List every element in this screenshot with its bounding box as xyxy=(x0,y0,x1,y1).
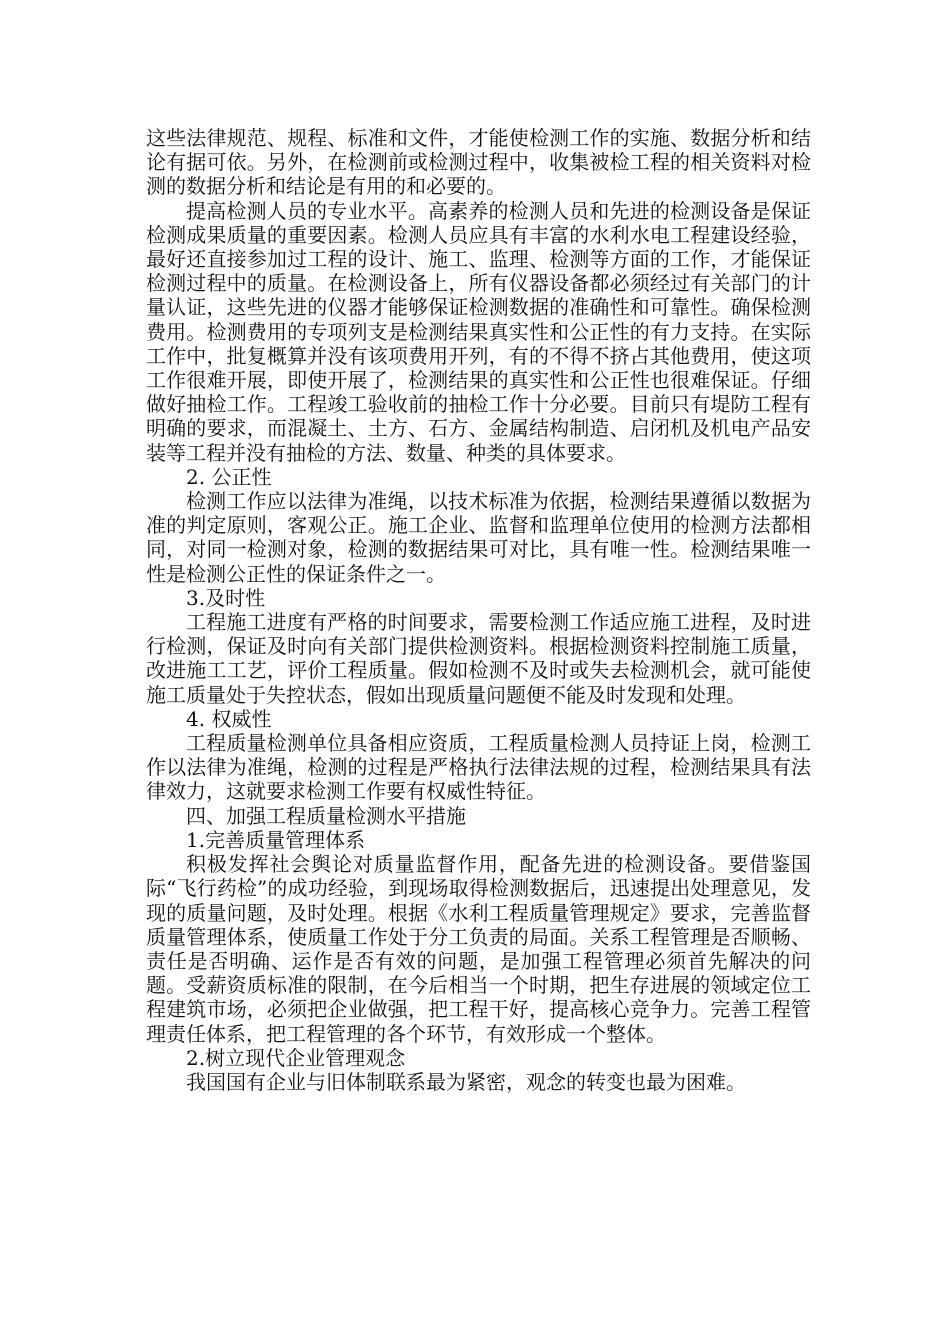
paragraph-timeliness: 工程施工进度有严格的时间要求，需要检测工作适应施工进程，及时进行检测，保证及时向有关部门提供检测资料。根据检测资料控制施工质量，改进施工工艺，评价工程质量。假如检测不及时或失去检测机会，就可能使施工质量处于失控状态，假如出现质量问题便不能及时发现和处理。 xyxy=(146,610,811,707)
paragraph-continuation: 这些法律规范、规程、标准和文件，才能使检测工作的实施、数据分析和结论有据可依。另外，在检测前或检测过程中，收集被检工程的相关资料对检测的数据分析和结论是有用的和必要的。 xyxy=(146,126,811,199)
paragraph-fairness: 检测工作应以法律为准绳，以技术标准为依据，检测结果遵循以数据为准的判定原则，客观公正。施工企业、监督和监理单位使用的检测方法都相同，对同一检测对象，检测的数据结果可对比，具有唯一性。检测结果唯一性是检测公正性的保证条件之一。 xyxy=(146,489,811,586)
paragraph-management-concept: 我国国有企业与旧体制联系最为紧密，观念的转变也最为困难。 xyxy=(186,1069,746,1094)
heading-management-concept: 2.树立现代企业管理观念 xyxy=(186,1045,406,1070)
document-body xyxy=(146,126,811,1094)
heading-timeliness: 3.及时性 xyxy=(186,585,266,610)
paragraph-inspector-qualification: 提高检测人员的专业水平。高素养的检测人员和先进的检测设备是保证检测成果质量的重要因素。检测人员应具有丰富的水利水电工程建设经验，最好还直接参加过工程的设计、施工、监理、检测等方面的工作，才能保证检测过程中的质量。在检测设备上，所有仪器设备都必须经过有关部门的计量认证，这些先进的仪器才能够保证检测数据的准确性和可靠性。确保检测费用。检测费用的专项列支是检测结果真实性和公正性的有力支持。在实际工作中，批复概算并没有该项费用开列，有的不得不挤占其他费用，使这项工作很难开展，即使开展了，检测结果的真实性和公正性也很难保证。仔细做好抽检工作。工程竣工验收前的抽检工作十分必要。目前只有堤防工程有明确的要求，而混凝土、土方、石方、金属结构制造、启闭机及机电产品安装等工程并没有抽检的方法、数量、种类的具体要求。 xyxy=(146,198,811,465)
heading-quality-system: 1.完善质量管理体系 xyxy=(186,827,366,852)
paragraph-authority: 工程质量检测单位具备相应资质，工程质量检测人员持证上岗，检测工作以法律为准绳，检测的过程是严格执行法律法规的过程，检测结果具有法律效力，这就要求检测工作要有权威性特征。 xyxy=(146,731,811,804)
paragraph-quality-system: 积极发挥社会舆论对质量监督作用，配备先进的检测设备。要借鉴国际“飞行药检”的成功经验，到现场取得检测数据后，迅速提出处理意见，发现的质量问题，及时处理。根据《水利工程质量管理规定》要求，完善监督质量管理体系，使质量工作处于分工负责的局面。关系工程管理是否顺畅、责任是否明确、运作是否有效的问题，是加强工程管理必须首先解决的问题。受薪资质标准的限制，在今后相当一个时期，把生存进展的领域定位工程建筑市场，必须把企业做强，把工程干好，提高核心竞争力。完善工程管理责任体系，把工程管理的各个环节，有效形成一个整体。 xyxy=(146,852,811,1046)
heading-authority: 4. 权威性 xyxy=(186,706,272,731)
heading-section-four: 四、加强工程质量检测水平措施 xyxy=(186,803,466,828)
heading-fairness: 2. 公正性 xyxy=(186,464,272,489)
